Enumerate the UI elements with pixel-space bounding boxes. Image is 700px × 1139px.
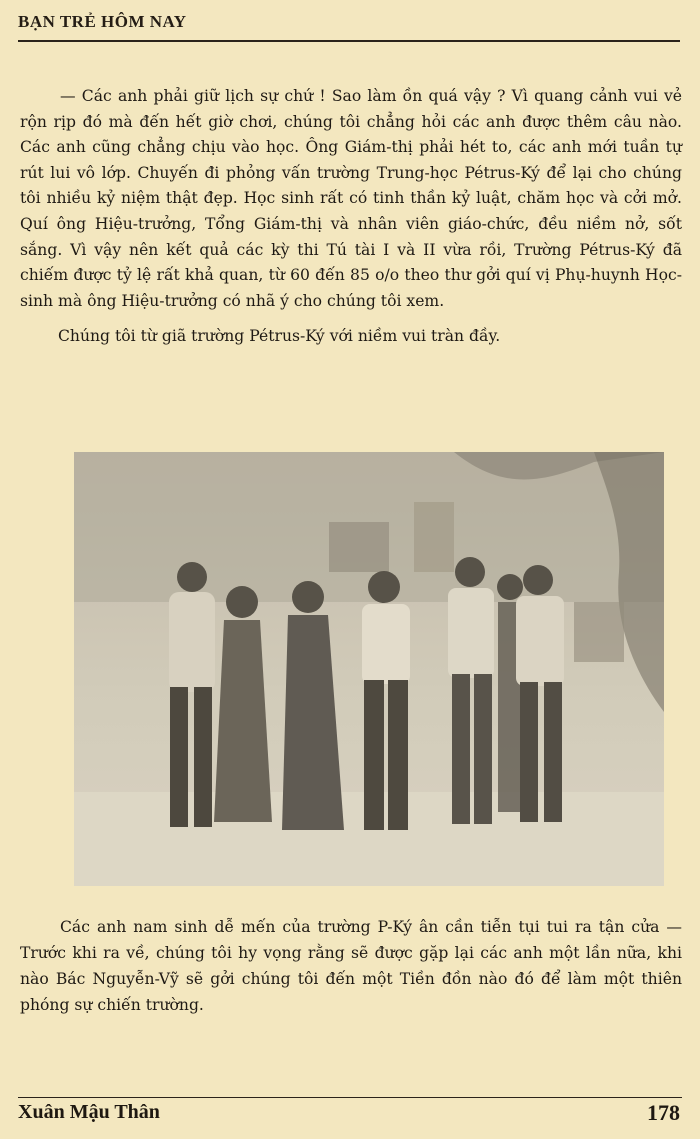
article-paragraph: Chúng tôi từ giã trường Pétrus-Ký với niềm vui tràn đầy. [58,327,501,346]
photo-caption [20,914,682,1018]
article-paragraph: — Các anh phải giữ lịch sự chứ ! Sao làm ồn quá vậy ? Vì quang cảnh vui vẻ rộn rịp đó mà đến hết giờ chơi, chúng tôi chẳng hỏi các anh được thêm câu nào. Các anh cũng chẳng chịu vào học. Ông Giám-thị phải hét to, các anh mới tuần tự rút lui vô lớp. Chuyến đi phỏng vấn trường Trung-học Pétrus-Ký để lại cho chúng tôi nhiều kỷ niệm thật đẹp. Học sinh rất có tinh thần kỷ luật, chăm học và cởi mở. Quí ông Hiệu-trưởng, Tổng Giám-thị và nhân viên giáo-chức, đều niềm nở, sốt sắng. Vì vậy nên kết quả các kỳ thi Tú tài I và II vừa rồi, Trường Pétrus-Ký đã chiếm được tỷ lệ rất khả quan, từ 60 đến 85 o/o theo thư gởi quí vị Phụ-huynh Học-sinh mà ông Hiệu-trưởng có nhã ý cho chúng tôi xem. [20,87,682,310]
running-header: BẠN TRẺ HÔM NAY [18,12,187,31]
article-body [20,84,682,350]
issue-title: Xuân Mậu Thân [18,1101,160,1123]
page-number: 178 [647,1100,680,1125]
header-rule [18,40,680,42]
footer-rule [18,1097,682,1098]
group-photo [74,452,664,886]
caption-text: Các anh nam sinh dễ mến của trường P-Ký ân cần tiễn tụi tui ra tận cửa — Trước khi ra về, chúng tôi hy vọng rằng sẽ được gặp lại các anh một lần nữa, khi nào Bác Nguyễn-Vỹ sẽ gởi chúng tôi đến một Tiền đồn nào đó để làm một thiên phóng sự chiến trường. [20,918,682,1014]
